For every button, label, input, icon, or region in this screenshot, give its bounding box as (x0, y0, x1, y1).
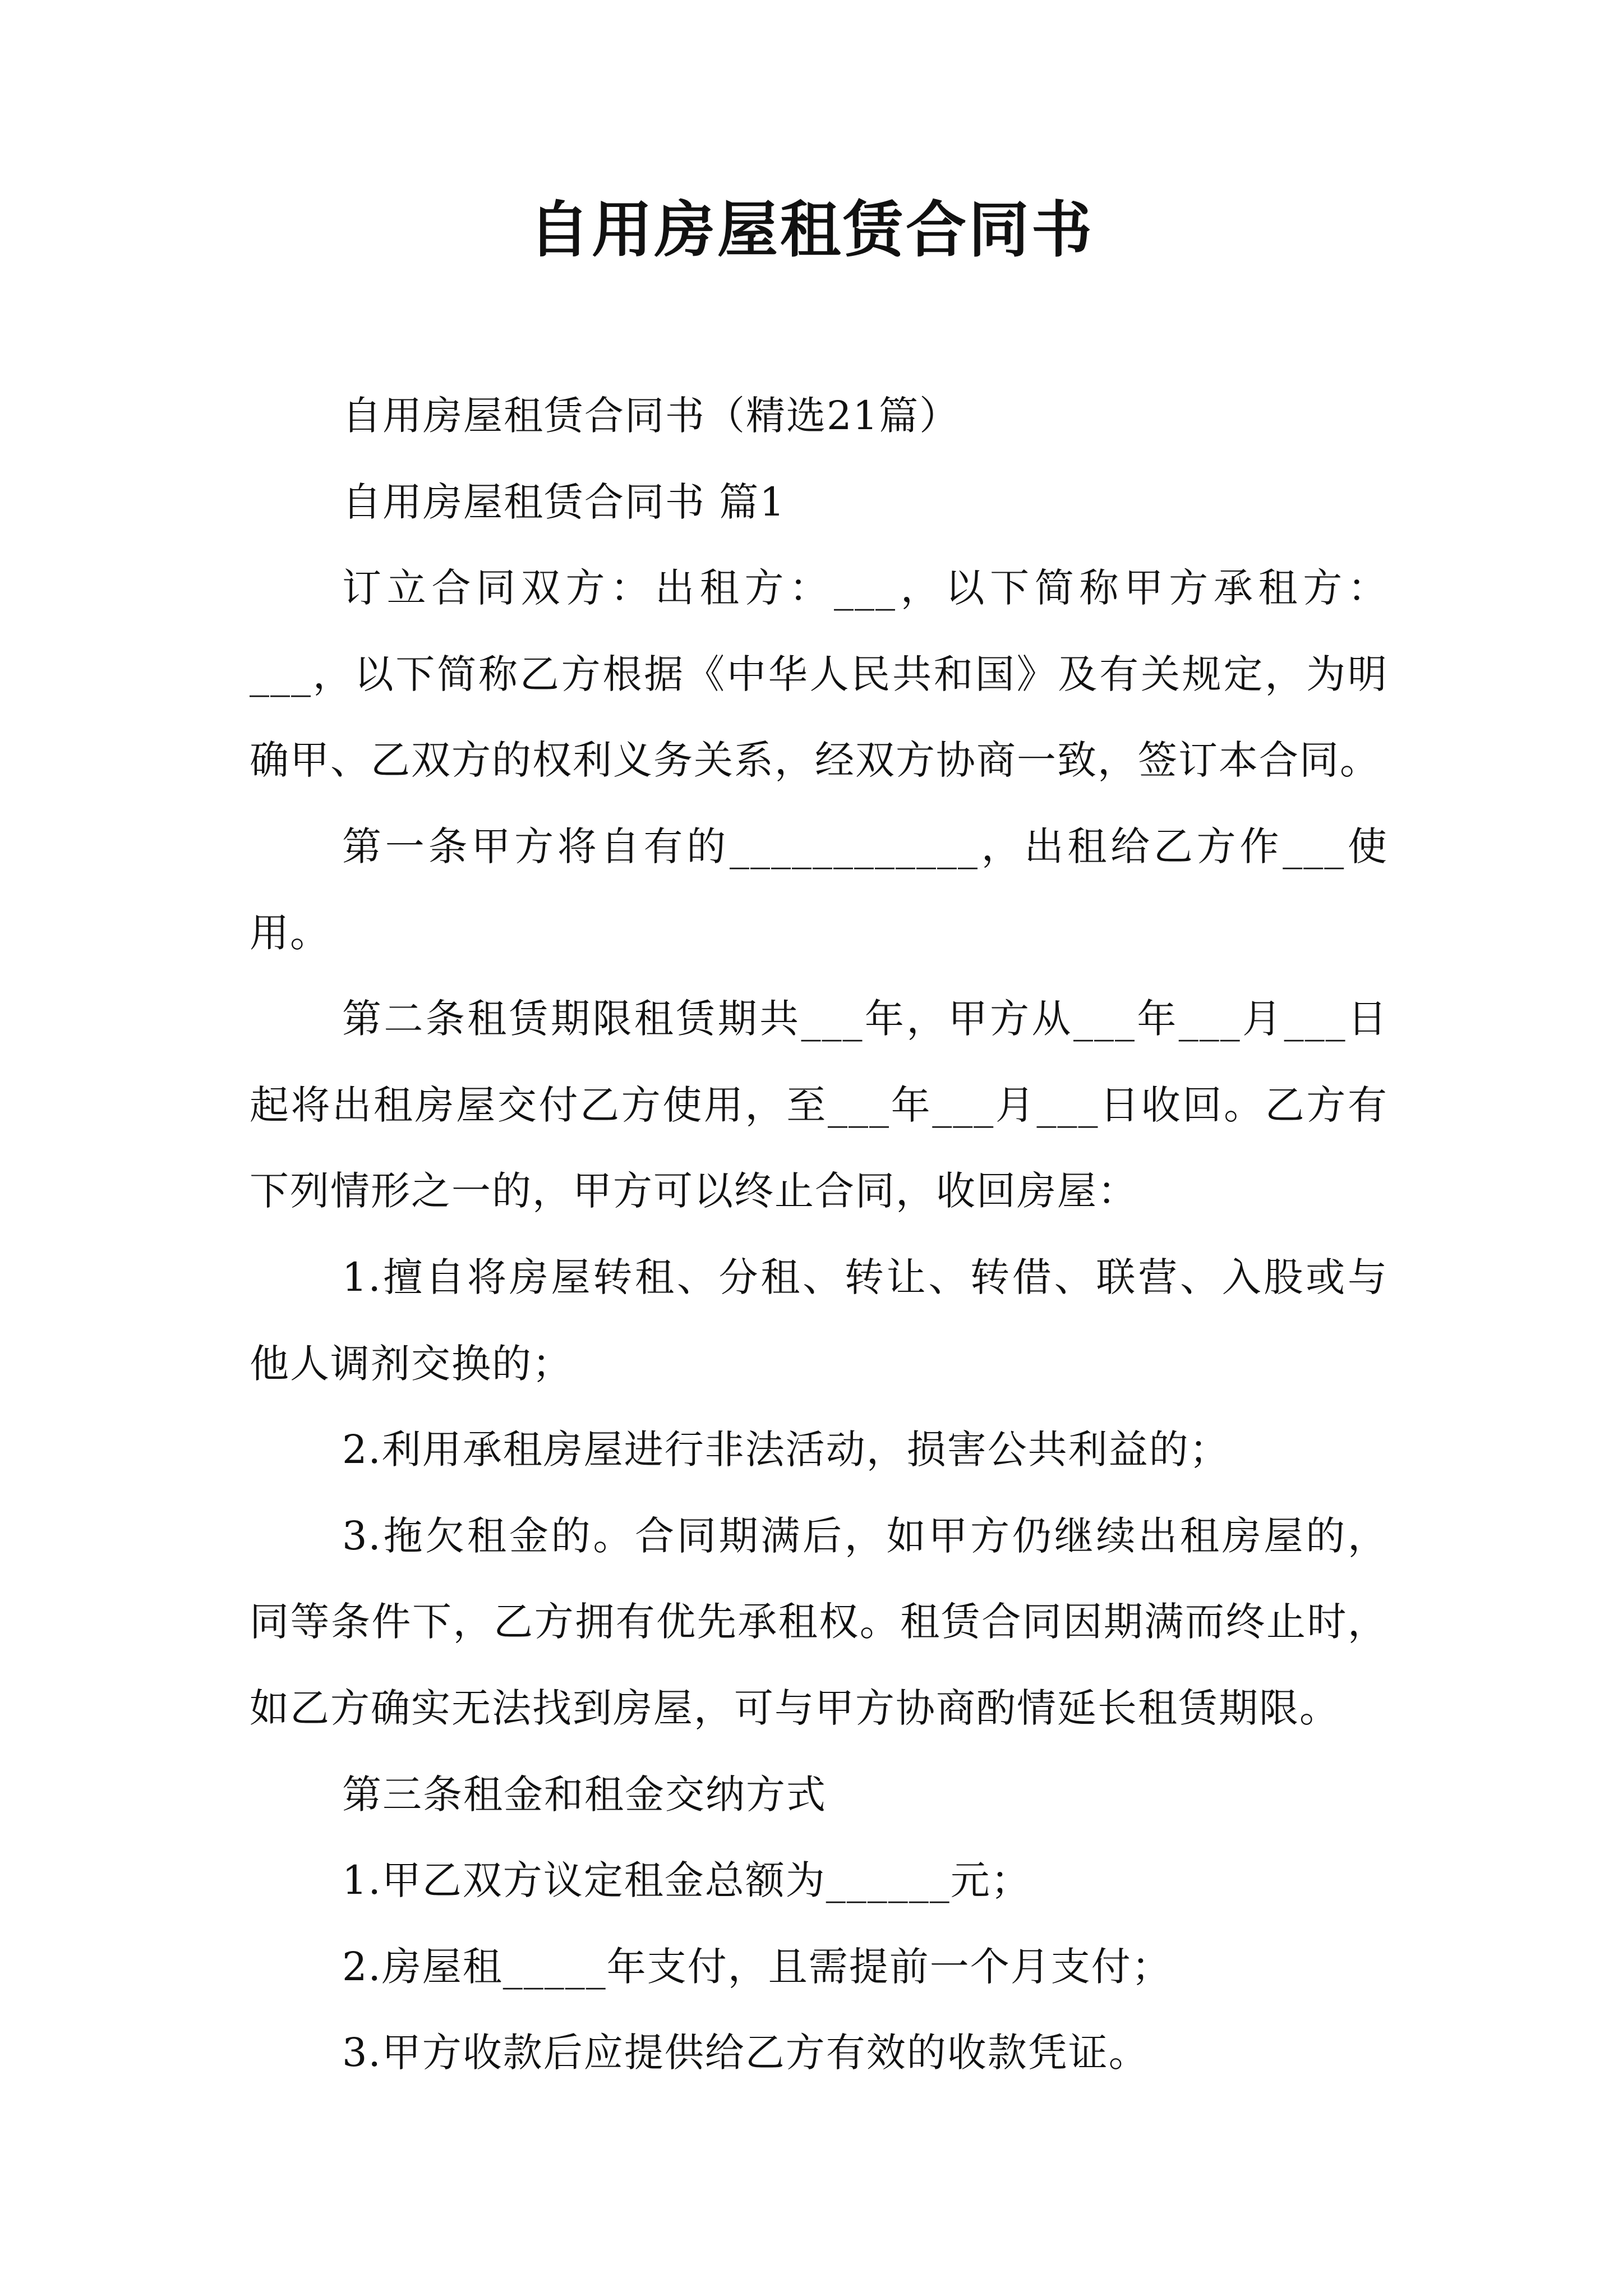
termination-item-2: 2.利用承租房屋进行非法活动，损害公共利益的； (342, 1427, 1230, 1473)
section-heading: 自用房屋租赁合同书 篇1 (342, 478, 786, 525)
article-two-paragraph: 第二条租赁期限租赁期共___年，甲方从___年___月___日起将出租房屋交付乙方使用，至___年___月___日收回。乙方有下列情形之一的，甲方可以终止合同，收回房屋： (250, 996, 1388, 1214)
rent-item-1: 1.甲乙双方议定租金总额为______元； (342, 1857, 1031, 1904)
contract-parties-paragraph: 订立合同双方：出租方：___，以下简称甲方承租方：___，以下简称乙方根据《中华人民共和国》及有关规定，为明确甲、乙双方的权利义务关系，经双方协商一致，签订本合同。 (250, 565, 1388, 784)
article-three-heading: 第三条租金和租金交纳方式 (342, 1771, 827, 1818)
document-body (250, 373, 1388, 2096)
termination-item-3: 3.拖欠租金的。合同期满后，如甲方仍继续出租房屋的，同等条件下，乙方拥有优先承租权。租赁合同因期满而终止时，如乙方确实无法找到房屋，可与甲方协商酌情延长租赁期限。 (250, 1512, 1388, 1731)
rent-item-2: 2.房屋租_____年支付，且需提前一个月支付； (342, 1943, 1172, 1990)
document-title: 自用房屋租赁合同书 (528, 195, 1094, 265)
article-one-paragraph: 第一条甲方将自有的____________，出租给乙方作___使用。 (250, 823, 1388, 956)
subtitle-paragraph: 自用房屋租赁合同书（精选21篇） (342, 393, 960, 439)
termination-item-1: 1.擅自将房屋转租、分租、转让、转借、联营、入股或与他人调剂交换的； (250, 1254, 1388, 1387)
rent-item-3: 3.甲方收款后应提供给乙方有效的收款凭证。 (342, 2030, 1149, 2076)
